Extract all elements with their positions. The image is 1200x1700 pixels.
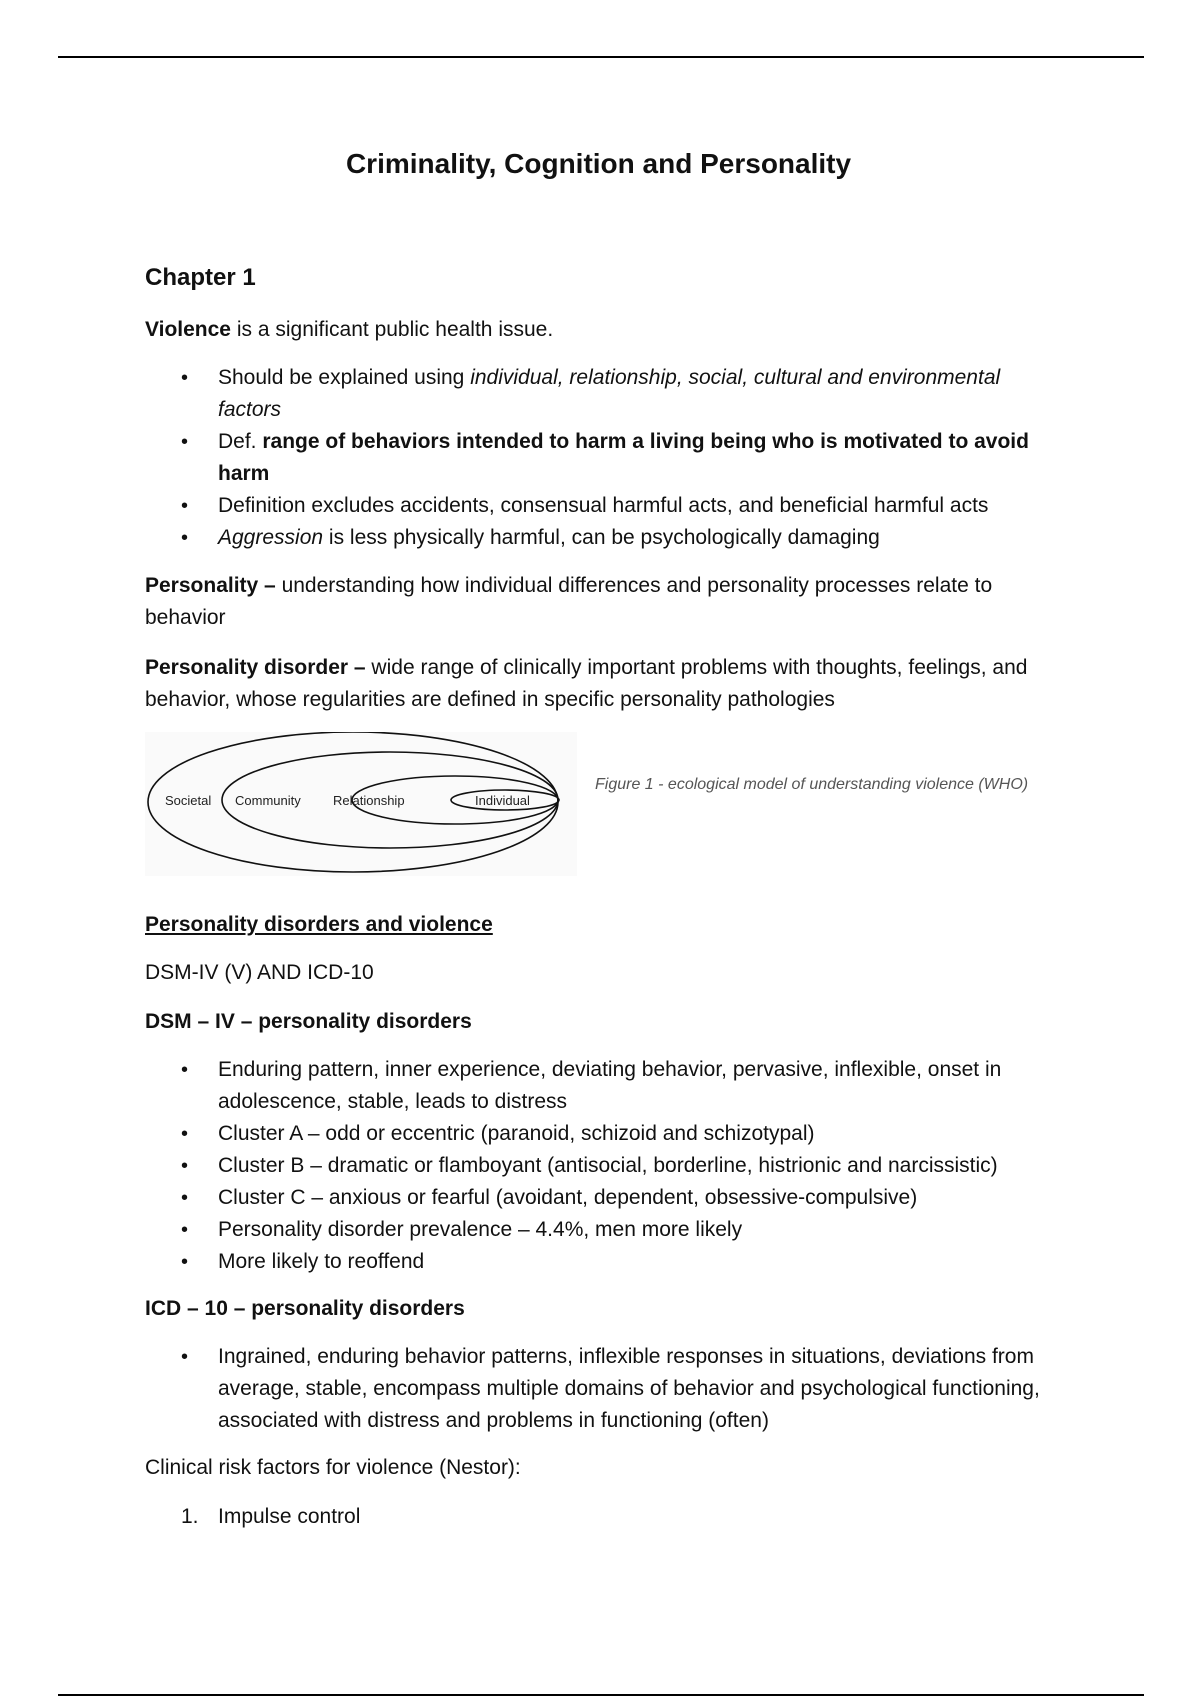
list-item: • Personality disorder prevalence – 4.4%, men more likely (145, 1214, 1052, 1246)
violence-bullet-list (145, 362, 1052, 554)
figure-caption: Figure 1 - ecological model of understanding violence (WHO) (595, 776, 1029, 793)
bullet-italic-text: Aggression (218, 526, 324, 549)
relationship-label: Relationship (333, 793, 405, 808)
list-item (145, 426, 1052, 490)
chapter-heading: Chapter 1 (145, 264, 256, 291)
dsm-bullet-list (145, 1054, 1052, 1278)
individual-label: Individual (475, 793, 530, 808)
personality-disorder-text: wide range of clinically important problems with thoughts, feelings, and behavior, whose regularities are defined in specific personality pathologies (145, 656, 1028, 711)
icd-bullet-list (145, 1341, 1052, 1437)
ecological-model-figure (145, 732, 577, 876)
dsm-heading: DSM – IV – personality disorders (145, 1010, 472, 1033)
societal-label: Societal (165, 793, 212, 808)
personality-disorders-violence-heading: Personality disorders and violence (145, 913, 493, 936)
list-item: • More likely to reoffend (145, 1246, 1052, 1278)
list-item (145, 1501, 1052, 1533)
list-item: • Ingrained, enduring behavior patterns, inflexible responses in situations, deviations from average, stable, encompass multiple domains of behavior and psychological functioning, associated with distress and problems in functioning (often) (145, 1341, 1052, 1437)
personality-paragraph (145, 570, 1052, 634)
bullet-text: Should be explained using (218, 366, 471, 389)
risk-factors-list (145, 1501, 1052, 1533)
bullet-bold-text: range of behaviors intended to harm a living being who is motivated to avoid harm (218, 430, 1029, 485)
list-item: • Cluster C – anxious or fearful (avoidant, dependent, obsessive-compulsive) (145, 1182, 1052, 1214)
risk-factors-line: Clinical risk factors for violence (Nestor): (145, 1456, 521, 1479)
bullet-text: is less physically harmful, can be psychologically damaging (323, 526, 880, 549)
bullet-text: Definition excludes accidents, consensual harmful acts, and beneficial harmful acts (218, 494, 989, 517)
violence-term: Violence (145, 318, 231, 341)
personality-text: understanding how individual differences and personality processes relate to behavior (145, 574, 993, 629)
list-item: • Cluster B – dramatic or flamboyant (antisocial, borderline, histrionic and narcissistic) (145, 1150, 1052, 1182)
list-item-text: Impulse control (218, 1505, 361, 1528)
violence-paragraph (145, 314, 1052, 346)
bullet-italic-text: individual, relationship, social, cultural and environmental factors (218, 366, 1001, 421)
list-number: 1. (181, 1505, 199, 1528)
header-rule (58, 56, 1144, 58)
icd-heading: ICD – 10 – personality disorders (145, 1297, 465, 1320)
list-item (145, 522, 1052, 554)
community-label: Community (235, 793, 301, 808)
violence-text: is a significant public health issue. (231, 318, 554, 341)
bullet-text: Def. (218, 430, 263, 453)
list-item (145, 490, 1052, 522)
footer-rule (58, 1694, 1144, 1696)
list-item (145, 362, 1052, 426)
list-item: • Enduring pattern, inner experience, deviating behavior, pervasive, inflexible, onset in adolescence, stable, leads to distress (145, 1054, 1052, 1118)
list-item: • Cluster A – odd or eccentric (paranoid, schizoid and schizotypal) (145, 1118, 1052, 1150)
dsm-icd-line: DSM-IV (V) AND ICD-10 (145, 961, 374, 984)
personality-disorder-paragraph (145, 652, 1052, 716)
personality-disorder-term: Personality disorder – (145, 656, 366, 679)
personality-term: Personality – (145, 574, 276, 597)
document-title: Criminality, Cognition and Personality (345, 148, 852, 179)
